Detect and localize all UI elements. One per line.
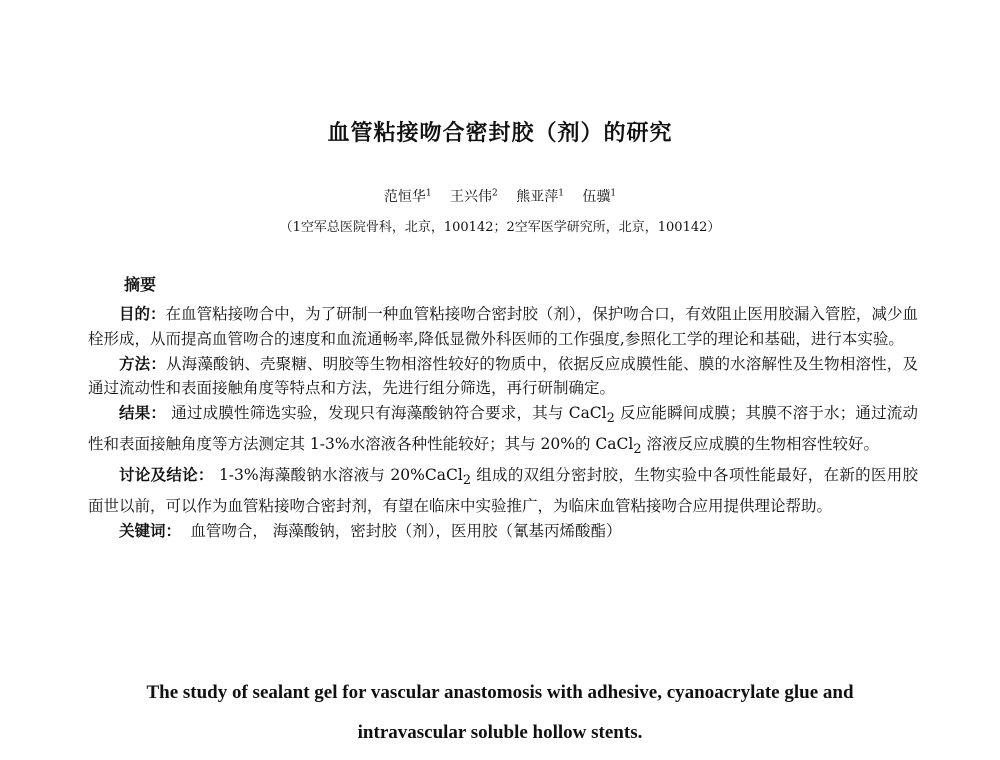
abstract-methods (88, 352, 918, 402)
methods-label: 方法： (119, 353, 167, 373)
paper-title-en-line1: The study of sealant gel for vascular anastomosis with adhesive, cyanoacrylate glue and (146, 682, 854, 703)
abstract-conclusion: 讨论及结论： 1-3%海藻酸钠水溶液与 20%CaCl$_2$ 组成的双组分密封胶，生物实验中各项性能最好，在新的医用胶面世以前，可以作为血管粘接吻合密封剂，有望在临床中实验推广，为临床血管粘接吻合应用提供理论帮助。 (88, 464, 918, 515)
results-label: 结果： (119, 403, 167, 423)
author: 伍骥$^1$ (582, 188, 617, 205)
abstract-body (88, 302, 918, 543)
methods-text: 从海藻酸钠、壳聚糖、明胶等生物相溶性较好的物质中，依据反应成膜性能、膜的水溶解性及生物相溶性，及通过流动性和表面接触角度等特点和方法，先进行组分筛选，再行研制确定。 (88, 354, 918, 398)
author: 范恒华$^1$ (383, 188, 432, 205)
author: 熊亚萍$^1$ (516, 188, 564, 205)
abstract-objective (88, 302, 918, 352)
affiliation: （1空军总医院骨科，北京，100142；2空军医学研究所，北京，100142） (279, 220, 721, 235)
objective-label: 目的： (119, 304, 166, 323)
abstract-results: 结果： 通过成膜性筛选实验，发现只有海藻酸钠符合要求，其与 CaCl$_2$ 反应能瞬间成膜；其膜不溶于水；通过流动性和表面接触角度等方法测定其 1-3%水溶液各种性能较好；其与 20%的 CaCl$_2$ 溶液反应成膜的生物相容性较好。 (88, 403, 918, 458)
paper-title-en-line2: intravascular soluble hollow stents. (357, 722, 643, 743)
author-list (0, 186, 1000, 206)
objective-text: 在血管粘接吻合中，为了研制一种血管粘接吻合密封胶（剂），保护吻合口，有效阻止医用胶漏入管腔，减少血栓形成，从而提高血管吻合的速度和血流通畅率,降低显微外科医师的工作强度,参照化工学的理论和基础，进行本实验。 (88, 305, 918, 348)
conclusion-label: 讨论及结论： (119, 464, 214, 484)
paper-title-cn: 血管粘接吻合密封胶（剂）的研究 (327, 120, 673, 146)
keywords-text: 血管吻合， 海藻酸钠，密封胶（剂），医用胶（氰基丙烯酸酯） (190, 521, 622, 540)
abstract-heading: 摘要 (124, 275, 157, 294)
keywords-label: 关键词： (119, 520, 182, 540)
author: 王兴伟$^2$ (450, 188, 498, 205)
abstract-keywords (88, 519, 918, 544)
